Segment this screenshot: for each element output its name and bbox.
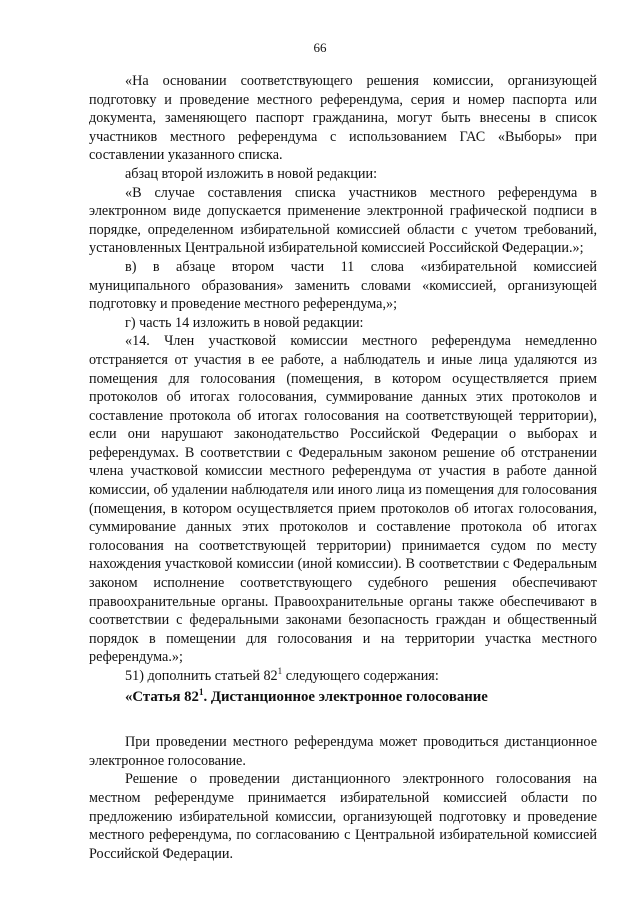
article-heading-superscript: 1: [198, 686, 204, 697]
article-paragraph: При проведении местного референдума может проводиться дистанционное электронное голосование.: [89, 734, 597, 769]
item-51-superscript: 1: [277, 666, 283, 676]
paragraph: в) в абзаце втором части 11 слова «избирательной комиссией муниципального образования» заменить словами «комиссией, организующей подготовку и проведение местного референдума,»;: [89, 258, 597, 313]
page-number: 66: [313, 40, 327, 55]
paragraph: абзац второй изложить в новой редакции:: [125, 165, 378, 182]
paragraph: «14. Член участковой комиссии местного референдума немедленно отстраняется от участия в ее работе, а наблюдатель и иные лица удаляются из помещения для голосования (помещения, в котором осуществляется прием протоколов об итогах голосования, суммирование данных этих протоколов и составление протокола об итогах голосования на соответствующей территории), если они нарушают законодательство Российской Федерации о выборах и референдумах. В соответствии с Федеральным законом решение об отстранении члена участковой комиссии местного референдума от участия в работе данной комиссии, об удалении наблюдателя или иного лица из помещения для голосования (помещения, в котором осуществляется прием протоколов об итогах голосования, суммирование данных этих протоколов и составление протокола об итогах голосования на соответствующей территории) принимается судом по месту нахождения участковой комиссии (иной комиссии). В соответствии с Федеральным законом исполнение соответствующего судебного решения обеспечивают правоохранительные органы. Правоохранительные органы также обеспечивают в соответствии с федеральными законами безопасность граждан и общественный порядок в помещении для голосования и на территории участка местного референдума.»;: [89, 333, 597, 666]
article-heading-title: . Дистанционное электронное голосование: [203, 688, 488, 705]
paragraph: «На основании соответствующего решения комиссии, организующей подготовку и проведение местного референдума, серия и номер паспорта или документа, заменяющего паспорт гражданина, могут быть внесены в список участников местного референдума с использованием ГАС «Выборы» при составлении указанного списка.: [89, 73, 597, 164]
article-heading: [89, 688, 597, 707]
paragraph: г) часть 14 изложить в новой редакции:: [125, 314, 364, 331]
document-body: [89, 72, 597, 863]
article-heading-text: «Статья 82: [125, 688, 199, 705]
paragraph: «В случае составления списка участников местного референдума в электронном виде допускается применение электронной графической подписи в порядке, определенном избирательной комиссией области с учетом требований, установленных Центральной избирательной комиссией Российской Федерации.»;: [89, 184, 597, 257]
item-51: [89, 667, 597, 686]
item-51-text: 51) дополнить статьей 82: [125, 668, 278, 684]
item-51-text-end: следующего содержания:: [282, 668, 439, 684]
article-paragraph: Решение о проведении дистанционного электронного голосования на местном референдуме принимается избирательной комиссией области по предложению избирательной комиссии, организующей подготовку и проведение местного референдума, по согласованию с Центральной избирательной комиссией Российской Федерации.: [89, 771, 597, 862]
